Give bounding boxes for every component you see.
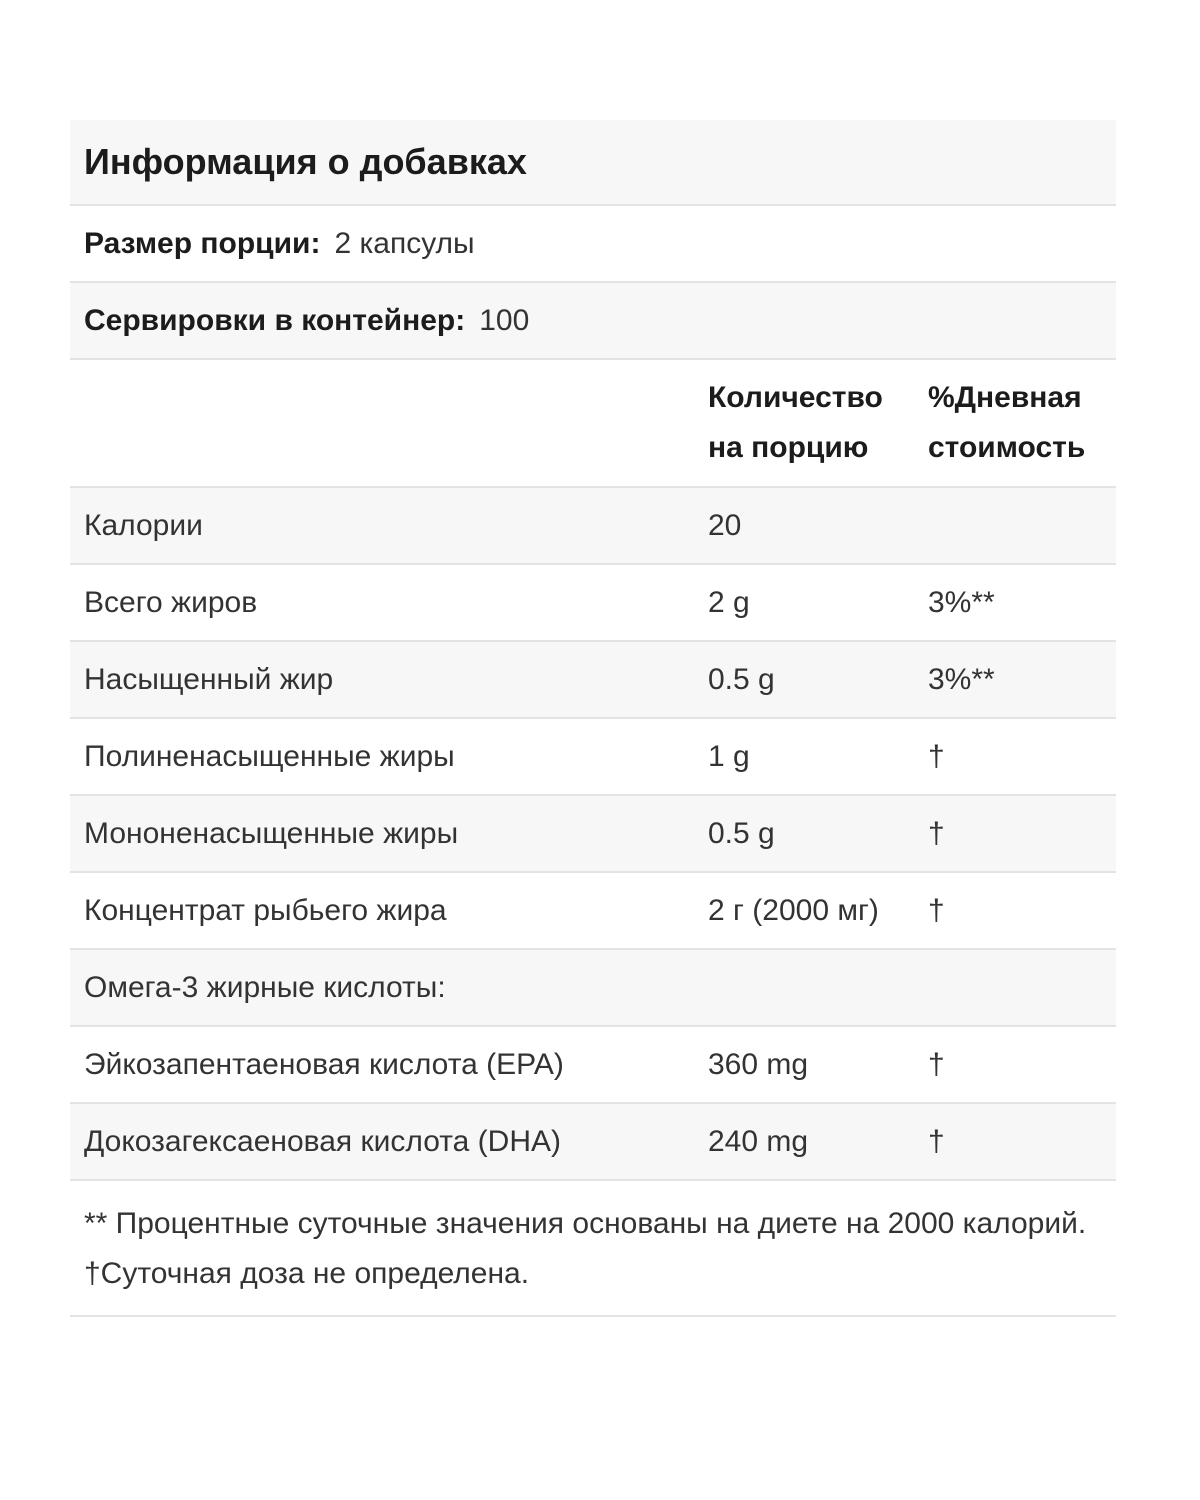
panel-title-text: Информация о добавках	[84, 141, 527, 182]
nutrient-amount: 240 mg	[708, 1124, 809, 1158]
table-row	[70, 873, 1116, 950]
serving-size-label: Размер порции:	[84, 226, 321, 260]
nutrient-dv: †	[928, 816, 945, 850]
nutrient-dv: 3%**	[928, 585, 995, 619]
table-row	[70, 488, 1116, 565]
header-amount-cell	[708, 373, 928, 473]
nutrient-dv: 3%**	[928, 662, 995, 696]
table-row	[70, 719, 1116, 796]
nutrient-dv: †	[928, 1124, 945, 1158]
header-dv-cell	[928, 373, 1116, 473]
nutrient-name: Калории	[84, 508, 203, 542]
header-amount-line1: Количество	[708, 381, 883, 414]
table-row	[70, 1104, 1116, 1181]
nutrient-amount: 2 г (2000 мг)	[708, 893, 879, 927]
footnotes	[70, 1181, 1116, 1317]
nutrient-amount: 2 g	[708, 585, 750, 619]
serving-size-row	[70, 206, 1116, 283]
nutrient-dv: †	[928, 739, 945, 773]
nutrient-name: Мононенасыщенные жиры	[84, 816, 459, 850]
nutrient-dv: †	[928, 893, 945, 927]
serving-size-value: 2 капсулы	[334, 226, 475, 260]
nutrient-amount: 360 mg	[708, 1047, 809, 1081]
table-row	[70, 642, 1116, 719]
nutrient-dv: †	[928, 1047, 945, 1081]
footnote-dagger: †Суточная доза не определена.	[84, 1257, 530, 1290]
nutrient-amount: 0.5 g	[708, 662, 775, 696]
nutrient-name: Всего жиров	[84, 585, 258, 619]
header-amount-line2: на порцию	[708, 431, 869, 464]
table-row	[70, 565, 1116, 642]
servings-per-container-value: 100	[479, 303, 530, 337]
header-dv-line1: %Дневная	[928, 381, 1082, 414]
nutrient-name: Эйкозапентаеновая кислота (EPA)	[84, 1047, 564, 1081]
servings-per-container-label: Сервировки в контейнер:	[84, 303, 466, 337]
table-row	[70, 1027, 1116, 1104]
table-row	[70, 796, 1116, 873]
nutrient-name: Полиненасыщенные жиры	[84, 739, 455, 773]
servings-per-container-row	[70, 283, 1116, 360]
nutrient-name: Докозагексаеновая кислота (DHA)	[84, 1124, 561, 1158]
nutrient-name: Концентрат рыбьего жира	[84, 893, 447, 927]
nutrient-amount: 0.5 g	[708, 816, 775, 850]
nutrient-amount: 1 g	[708, 739, 750, 773]
footnote-daily-value: ** Процентные суточные значения основаны на диете на 2000 калорий.	[84, 1207, 1087, 1240]
supplement-facts-panel	[70, 120, 1116, 1317]
nutrient-name: Насыщенный жир	[84, 662, 334, 696]
nutrient-name: Омега-3 жирные кислоты:	[84, 970, 446, 1004]
table-row	[70, 950, 1116, 1027]
nutrient-amount: 20	[708, 508, 742, 542]
panel-title	[70, 120, 1116, 206]
table-header-row	[70, 360, 1116, 488]
header-dv-line2: стоимость	[928, 431, 1086, 464]
